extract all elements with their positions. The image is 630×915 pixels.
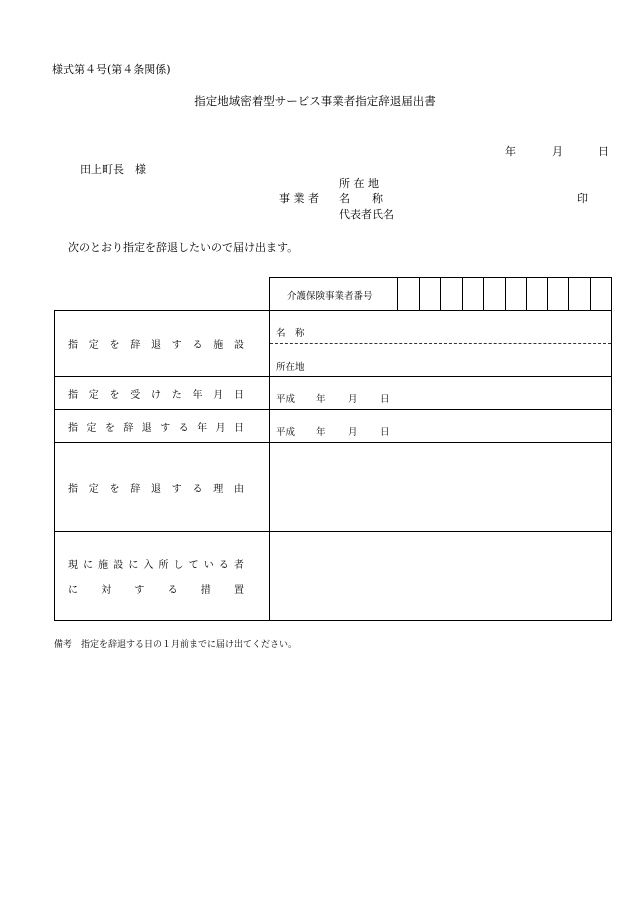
label-char: を <box>104 422 115 434</box>
seal-mark: 印 <box>577 192 588 205</box>
digit-divider-4 <box>483 277 484 310</box>
label-char: 定 <box>88 389 99 401</box>
label-char: を <box>109 340 120 351</box>
label-char: る <box>192 340 203 351</box>
date-month-label: 月 <box>552 145 563 158</box>
insurer-digit-cell[interactable] <box>399 279 418 309</box>
label-char: 指 <box>68 389 78 401</box>
operator-name-label: 名 称 <box>339 192 383 205</box>
label-char: 施 <box>98 560 109 571</box>
label-char: 施 <box>213 340 224 351</box>
insurer-digit-cell[interactable] <box>485 279 504 309</box>
designated-date-era: 平成 <box>276 394 296 405</box>
table-center-divider <box>269 277 270 621</box>
label-char: 指 <box>68 422 78 434</box>
label-char: て <box>188 560 199 571</box>
insurer-digit-cell[interactable] <box>421 279 439 309</box>
insurer-digit-cell[interactable] <box>507 279 525 309</box>
label-char: 受 <box>130 389 141 401</box>
label-char: す <box>171 483 182 495</box>
label-char: 退 <box>151 483 161 495</box>
insurer-digit-cell[interactable] <box>464 279 482 309</box>
label-char: 辞 <box>123 422 134 434</box>
label-char: し <box>173 560 184 571</box>
withdrawal-date-day-label: 日 <box>380 427 390 438</box>
insurer-digit-cell[interactable] <box>442 279 461 309</box>
form-number: 様式第４号(第４条関係) <box>52 63 171 76</box>
label-char: 月 <box>213 389 224 401</box>
reason-field[interactable] <box>274 446 608 528</box>
label-char: る <box>192 483 203 495</box>
facility-dashed-divider <box>270 343 611 344</box>
digit-divider-7 <box>547 277 548 310</box>
label-char: 所 <box>158 560 169 571</box>
measures-row-label <box>55 532 269 620</box>
label-char: た <box>171 389 182 401</box>
digit-divider-9 <box>590 277 591 310</box>
facility-row-label <box>55 311 269 376</box>
designated-date-month-label: 月 <box>348 394 358 405</box>
row-label-text <box>68 581 244 596</box>
digit-divider-2 <box>440 277 441 310</box>
label-char: 由 <box>234 483 244 495</box>
digit-divider-6 <box>526 277 527 310</box>
label-char: 辞 <box>130 340 141 351</box>
label-char: 置 <box>233 585 244 596</box>
reason-row-label <box>55 443 269 531</box>
label-char: に <box>128 560 139 571</box>
label-char: 指 <box>68 340 78 351</box>
label-char: に <box>68 585 78 596</box>
operator-representative-label: 代表者氏名 <box>339 208 394 221</box>
table-right-border <box>611 277 612 621</box>
insurer-digit-cell[interactable] <box>528 279 546 309</box>
label-char: 退 <box>141 422 152 434</box>
digit-divider-8 <box>568 277 569 310</box>
withdrawal-date-month-label: 月 <box>348 427 358 438</box>
label-char: 辞 <box>130 483 141 495</box>
facility-name-label: 名 称 <box>276 328 305 339</box>
label-char: い <box>203 560 214 571</box>
label-char: る <box>167 585 178 596</box>
remarks-note: 備考 指定を辞退する日の１月前までに届け出てください。 <box>54 640 298 650</box>
row-label-text <box>68 480 244 495</box>
label-char: す <box>160 422 171 434</box>
withdrawal-date-era: 平成 <box>276 427 296 438</box>
digit-divider-1 <box>419 277 420 310</box>
label-char: 者 <box>233 560 244 571</box>
label-char: 設 <box>113 560 124 571</box>
label-char: る <box>178 422 189 434</box>
operator-group-label: 事 業 者 <box>279 192 319 205</box>
label-char: け <box>151 389 161 401</box>
digit-divider-0 <box>397 277 398 310</box>
label-char: 退 <box>151 340 161 351</box>
label-char: 年 <box>197 422 208 434</box>
label-char: 対 <box>101 585 112 596</box>
table-bottom-border <box>54 620 612 621</box>
row-label-text <box>68 336 244 351</box>
document-title: 指定地域密着型サービス事業者指定辞退届出書 <box>194 94 436 108</box>
addressee: 田上町長 様 <box>80 163 146 176</box>
row-label-text <box>68 556 244 571</box>
label-char: 日 <box>233 422 244 434</box>
digit-divider-3 <box>462 277 463 310</box>
insurer-digit-cell[interactable] <box>570 279 589 309</box>
designated-date-day-label: 日 <box>380 394 390 405</box>
label-char: 現 <box>68 560 78 571</box>
date-year-label: 年 <box>505 145 516 158</box>
label-char: 月 <box>215 422 226 434</box>
label-char: 理 <box>213 483 224 495</box>
label-char: 定 <box>86 422 97 434</box>
insurer-digit-cell[interactable] <box>549 279 567 309</box>
facility-name-field[interactable] <box>320 313 608 341</box>
label-char: 措 <box>200 585 211 596</box>
label-char: 入 <box>143 560 154 571</box>
designated-date-year-label: 年 <box>316 394 326 405</box>
date-day-label: 日 <box>598 145 609 158</box>
label-char: を <box>109 389 120 401</box>
withdrawal-date-year-label: 年 <box>316 427 326 438</box>
label-char: 指 <box>68 483 78 495</box>
row-label-text <box>68 386 244 401</box>
insurer-digit-cell[interactable] <box>592 279 610 309</box>
label-char: 年 <box>192 389 203 401</box>
label-char: 定 <box>88 340 99 351</box>
label-char: す <box>134 585 145 596</box>
label-char: 日 <box>234 389 244 401</box>
insurer-number-label: 介護保険事業者番号 <box>287 291 373 302</box>
facility-address-label: 所在地 <box>276 362 305 373</box>
label-char: 定 <box>88 483 99 495</box>
label-char: す <box>171 340 182 351</box>
label-char: を <box>109 483 120 495</box>
label-char: 設 <box>234 340 244 351</box>
facility-address-field[interactable] <box>320 346 608 374</box>
row-label-text <box>68 419 244 434</box>
withdrawal-date-row-label <box>55 410 269 442</box>
measures-field[interactable] <box>274 535 608 617</box>
intro-text: 次のとおり指定を辞退したいので届け出ます。 <box>68 241 299 254</box>
operator-location-label: 所 在 地 <box>339 177 379 190</box>
designated-date-row-label <box>55 377 269 409</box>
digit-divider-5 <box>505 277 506 310</box>
label-char: る <box>218 560 229 571</box>
label-char: に <box>83 560 94 571</box>
